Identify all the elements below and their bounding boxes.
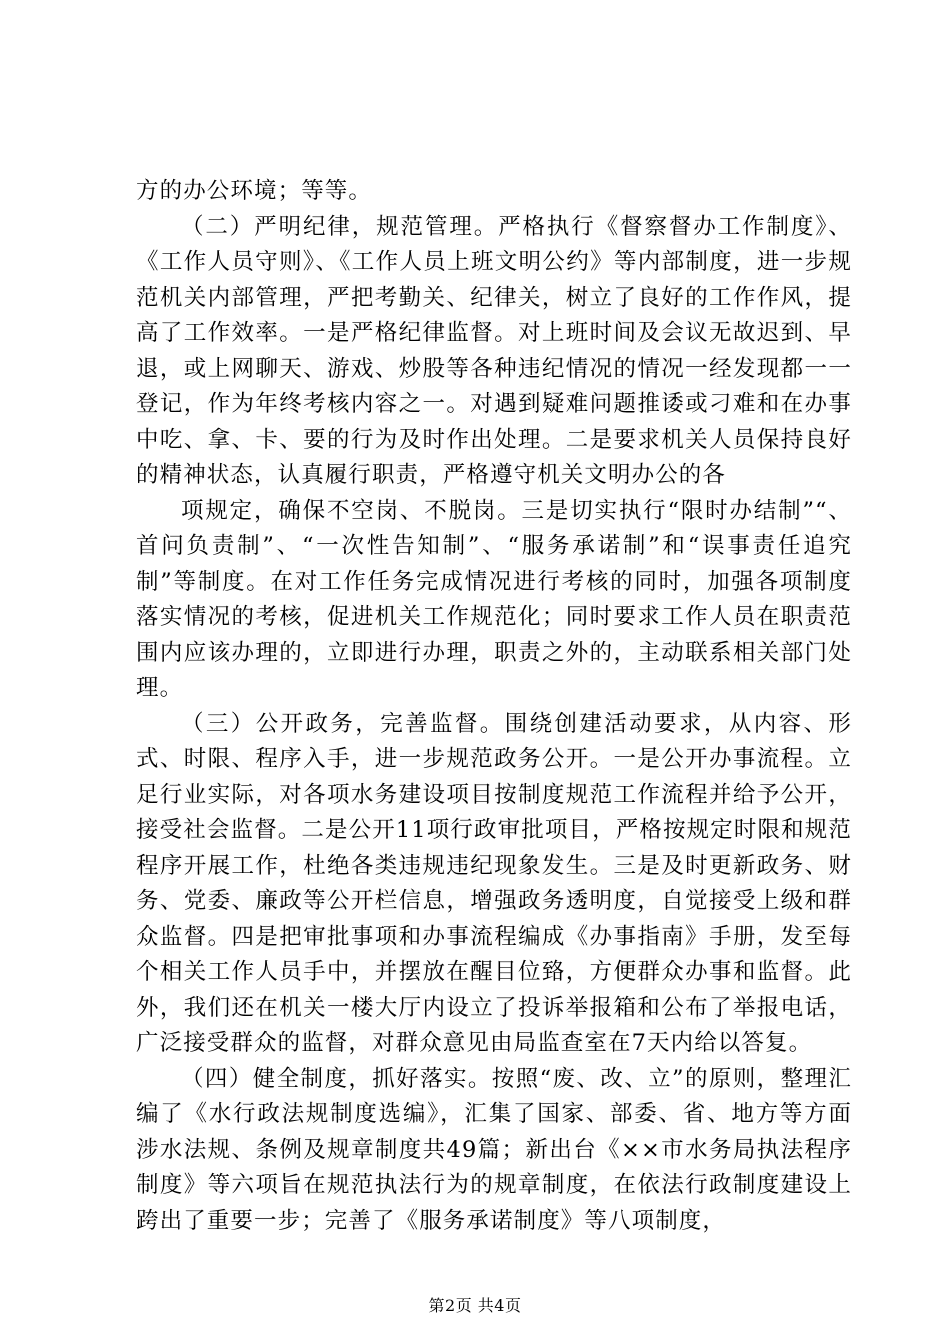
page-number-footer: 第2页 共4页 [428,1296,522,1315]
paragraph: （二）严明纪律，规范管理。严格执行《督察督办工作制度》、《工作人员守则》、《工作人员上班文明公约》等内部制度，进一步规范机关内部管理，严把考勤关、纪律关，树立了良好的工作作风，提高了工作效率。一是严格纪律监督。对上班时间及会议无故迟到、早退，或上网聊天、游戏、炒股等各种违纪情况的情况一经发现都一一登记，作为年终考核内容之一。对遇到疑难问题推诿或刁难和在办事中吃、拿、卡、要的行为及时作出处理。二是要求机关人员保持良好的精神状态，认真履行职责，严格遵守机关文明办公的各 [136,213,852,488]
paragraph: 项规定，确保不空岗、不脱岗。三是切实执行“限时办结制”“、首问负责制”、“一次性告知制”、“服务承诺制”和“误事责任追究制”等制度。在对工作任务完成情况进行考核的同时，加强各项制度落实情况的考核，促进机关工作规范化；同时要求工作人员在职责范围内应该办理的，立即进行办理，职责之外的，主动联系相关部门处理。 [136,497,852,701]
paragraph: （四）健全制度，抓好落实。按照“废、改、立”的原则，整理汇编了《水行政法规制度选编》，汇集了国家、部委、省、地方等方面涉水法规、条例及规章制度共49篇；新出台《××市水务局执法程序制度》等六项旨在规范执法行为的规章制度，在依法行政制度建设上跨出了重要一步；完善了《服务承诺制度》等八项制度， [136,1065,852,1234]
document-body [136,174,852,1239]
paragraph: （三）公开政务，完善监督。围绕创建活动要求，从内容、形式、时限、程序入手，进一步规范政务公开。一是公开办事流程。立足行业实际，对各项水务建设项目按制度规范工作流程并给予公开，接受社会监督。二是公开11项行政审批项目，严格按规定时限和规范程序开展工作，杜绝各类违规违纪现象发生。三是及时更新政务、财务、党委、廉政等公开栏信息，增强政务透明度，自觉接受上级和群众监督。四是把审批事项和办事流程编成《办事指南》手册，发至每个相关工作人员手中，并摆放在醒目位臵，方便群众办事和监督。此外，我们还在机关一楼大厅内设立了投诉举报箱和公布了举报电话，广泛接受群众的监督，对群众意见由局监查室在7天内给以答复。 [136,710,852,1056]
paragraph: 方的办公环境；等等。 [136,178,373,204]
